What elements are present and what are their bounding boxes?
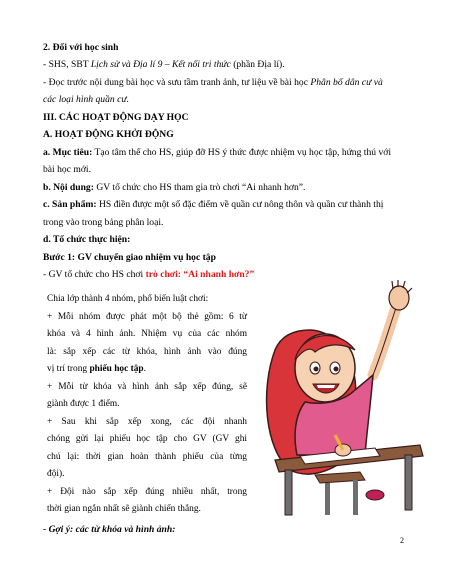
- objective-line: a. Mục tiêu: Tạo tâm thế cho HS, giúp đỡ HS ý thức được nhiệm vụ học tập, hứng thú với: [43, 147, 391, 158]
- rule-line: giành được 1 điểm.: [47, 399, 120, 409]
- objective-line-2: bài học mới.: [43, 164, 91, 175]
- materials-line-1: - SHS, SBT Lịch sử và Địa lí 9 – Kết nối tri thức (phần Địa lí).: [43, 59, 285, 70]
- content-line: b. Nội dung: GV tổ chức cho HS tham gia trò chơi “Ai nhanh hơn”.: [43, 182, 306, 193]
- rule-line: chú lại: thời gian hoàn thành phiếu của từng: [47, 452, 247, 462]
- organization-label: d. Tổ chức thực hiện:: [43, 234, 131, 245]
- page-number: 2: [400, 536, 404, 545]
- rule-line: + Sau khi sắp xếp xong, các đội nhanh: [47, 417, 247, 427]
- rule-line: đội).: [47, 469, 65, 479]
- rule-line: + Mỗi nhóm được phát một bộ thẻ gồm: 6 từ: [47, 312, 247, 322]
- hint-line: - Gợi ý: các từ khóa và hình ảnh:: [43, 524, 176, 535]
- section-3-title: III. CÁC HOẠT ĐỘNG DẠY HỌC: [43, 112, 189, 123]
- step-1-title: Bước 1: GV chuyển giao nhiệm vụ học tập: [43, 252, 216, 263]
- product-line-2: trong vào trong bảng phân loại.: [43, 217, 164, 228]
- rule-line: vị trí trong phiếu học tập.: [47, 364, 146, 374]
- rule-line: là: sắp xếp các từ khóa, hình ảnh vào đúng: [47, 347, 247, 357]
- rule-line: thời gian ngắn nhất sẽ giành chiến thắng.: [47, 504, 201, 514]
- section-2-title: 2. Đối với học sinh: [43, 42, 119, 53]
- materials-line-3: các loại hình quần cư.: [43, 94, 129, 105]
- step-1-line: - GV tổ chức cho HS chơi trò chơi: “Ai nhanh hơn?”: [43, 269, 255, 280]
- girl-raising-hand-illustration: [255, 280, 425, 520]
- section-a-title: A. HOẠT ĐỘNG KHỞI ĐỘNG: [43, 129, 174, 140]
- product-line: c. Sản phẩm: HS điền được một số đặc điểm về quần cư nông thôn và quần cư thành thị: [43, 199, 384, 210]
- rule-line: + Mỗi từ khóa và hình ảnh sắp xếp đúng, sẽ: [47, 382, 247, 392]
- materials-line-2: - Đọc trước nội dung bài học và sưu tầm tranh ảnh, tư liệu về bài học Phân bố dân cư và: [43, 77, 383, 88]
- rule-line: Chia lớp thành 4 nhóm, phổ biến luật chơi:: [47, 294, 209, 304]
- rule-line: khóa và 4 hình ảnh. Nhiệm vụ của các nhóm: [47, 329, 247, 339]
- rule-line: chóng gửi lại phiếu học tập cho GV (GV ghi: [47, 434, 247, 444]
- rule-line: + Đội nào sắp xếp đúng nhiều nhất, trong: [47, 487, 247, 497]
